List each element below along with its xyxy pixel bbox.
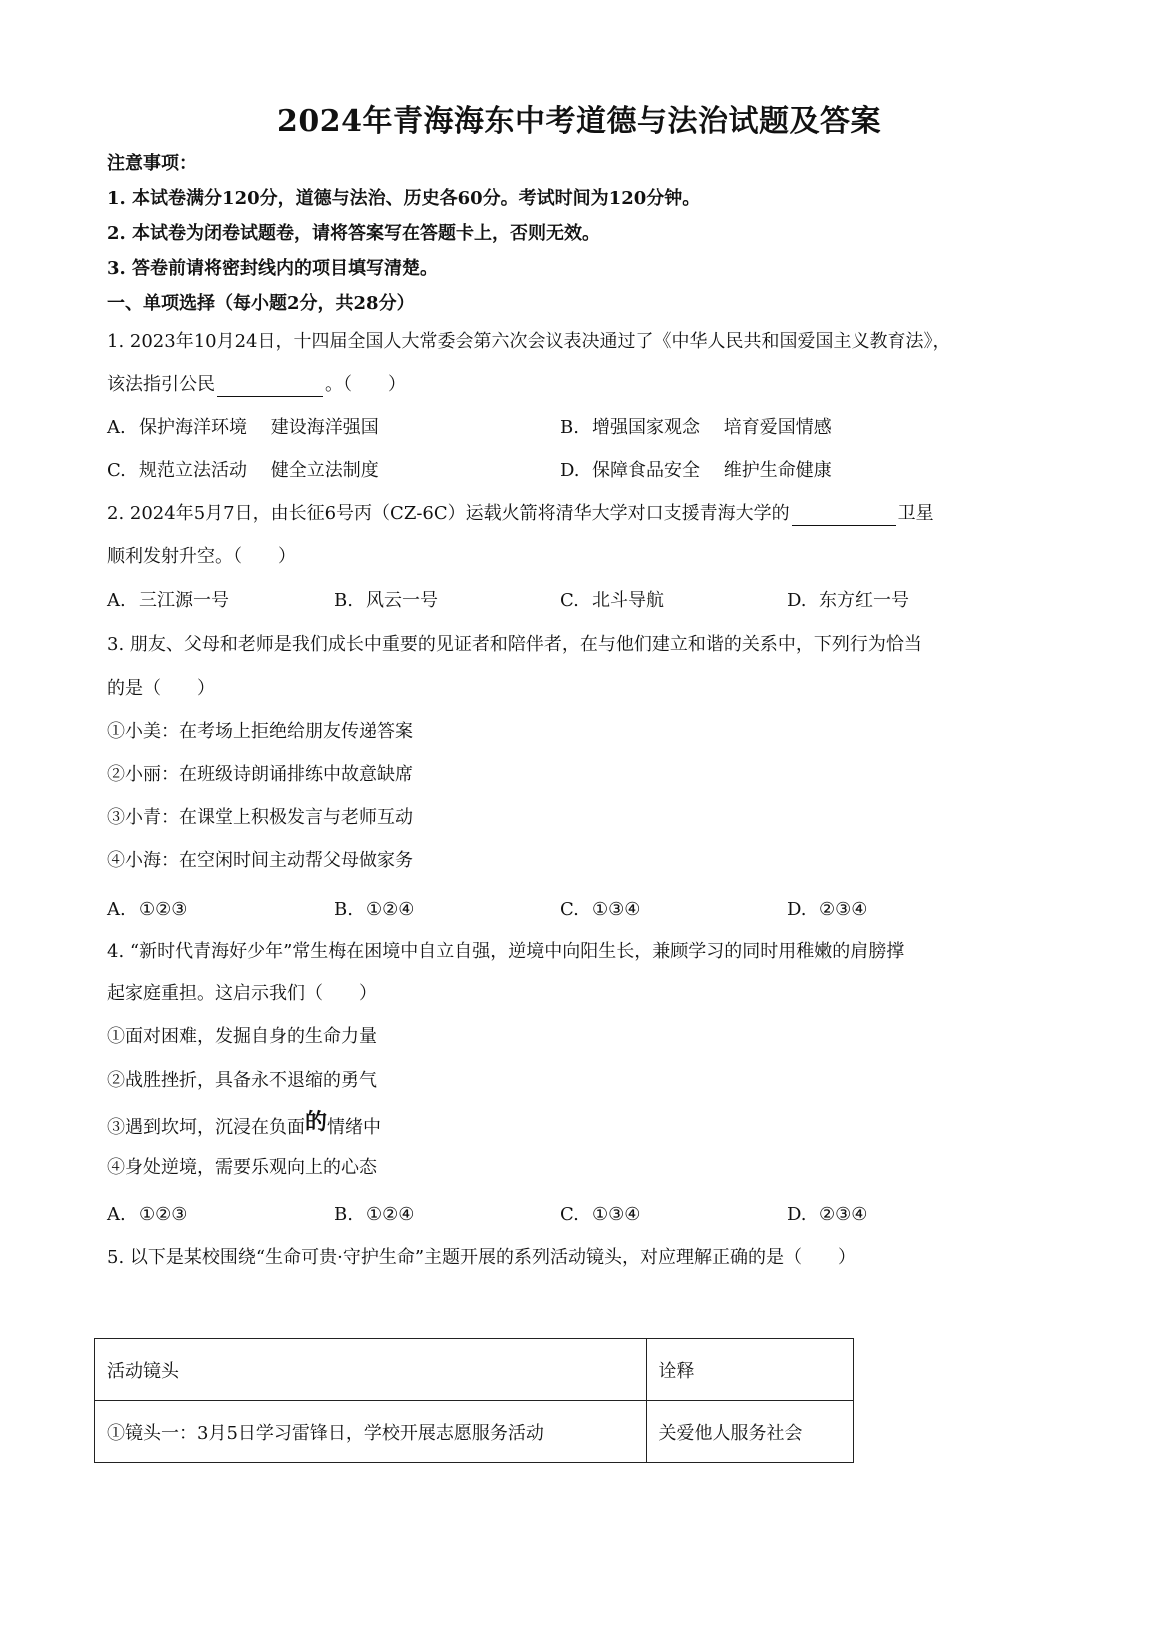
- notice-heading: 注意事项：: [107, 153, 197, 174]
- question-1-options-row: [107, 459, 1047, 483]
- section-heading: 一、单项选择（每小题2分，共28分）: [107, 293, 415, 314]
- option-d[interactable]: D. 保障食品安全 维护生命健康: [560, 460, 832, 481]
- question-4-statement: ④身处逆境，需要乐观向上的心态: [107, 1157, 377, 1178]
- question-3-statement: ②小丽：在班级诗朗诵排练中故意缺席: [107, 764, 413, 785]
- question-1-text-cont: [107, 373, 406, 397]
- option-d[interactable]: D. ②③④: [787, 1204, 868, 1225]
- notice-item: 2. 本试卷为闭卷试题卷，请将答案写在答题卡上，否则无效。: [107, 223, 601, 244]
- option-b[interactable]: B. ①②④: [334, 899, 415, 920]
- option-a[interactable]: A. ①②③: [107, 1204, 188, 1225]
- option-a[interactable]: A. 三江源一号: [107, 590, 229, 611]
- question-1-suffix: 。（ ）: [325, 374, 406, 395]
- table-cell: ①镜头一：3月5日学习雷锋日，学校开展志愿服务活动: [95, 1401, 647, 1463]
- question-3-statement: ④小海：在空闲时间主动帮父母做家务: [107, 850, 413, 871]
- question-2-text-cont: 顺利发射升空。（ ）: [107, 546, 296, 567]
- question-4-text: 4. “新时代青海好少年”常生梅在困境中自立自强，逆境中向阳生长，兼顾学习的同时用稚嫩的肩膀撑: [107, 941, 905, 962]
- answer-blank: [792, 505, 896, 526]
- question-4-statement: ②战胜挫折，具备永不退缩的勇气: [107, 1070, 377, 1091]
- option-a[interactable]: A. 保护海洋环境 建设海洋强国: [107, 417, 379, 438]
- table-cell: 关爱他人服务社会: [646, 1401, 853, 1463]
- option-c[interactable]: C. 北斗导航: [560, 590, 664, 611]
- question-3-text: 3. 朋友、父母和老师是我们成长中重要的见证者和陪伴者，在与他们建立和谐的关系中，下列行为恰当: [107, 634, 922, 655]
- question-5-text: 5. 以下是某校围绕“生命可贵·守护生命”主题开展的系列活动镜头，对应理解正确的是（ ）: [107, 1247, 857, 1268]
- activity-table: [94, 1338, 854, 1463]
- option-d[interactable]: D. ②③④: [787, 899, 868, 920]
- notice-item: 1. 本试卷满分120分，道德与法治、历史各60分。考试时间为120分钟。: [107, 188, 701, 209]
- question-4-options-row: [107, 1203, 1047, 1227]
- option-c[interactable]: C. 规范立法活动 健全立法制度: [107, 460, 379, 481]
- question-1-options-row: [107, 416, 1047, 440]
- option-b[interactable]: B. 风云一号: [334, 590, 438, 611]
- question-1-prefix: 该法指引公民: [107, 374, 215, 395]
- question-3-text-cont: 的是（ ）: [107, 678, 215, 699]
- option-c[interactable]: C. ①③④: [560, 1204, 641, 1225]
- table-row: [95, 1401, 854, 1463]
- question-4-statement: ③遇到坎坷，沉浸在负面的情绪中: [107, 1109, 382, 1138]
- table-header-row: [95, 1339, 854, 1401]
- question-3-statement: ③小青：在课堂上积极发言与老师互动: [107, 807, 413, 828]
- option-b[interactable]: B. 增强国家观念 培育爱国情感: [560, 417, 832, 438]
- question-1-text: 1. 2023年10月24日，十四届全国人大常委会第六次会议表决通过了《中华人民共和国爱国主义教育法》，: [107, 331, 951, 352]
- question-3-options-row: [107, 898, 1047, 922]
- option-b[interactable]: B. ①②④: [334, 1204, 415, 1225]
- answer-blank: [217, 376, 323, 397]
- question-4-text-cont: 起家庭重担。这启示我们（ ）: [107, 983, 377, 1004]
- question-2-text: 2. 2024年5月7日，由长征6号丙（CZ-6C）运载火箭将清华大学对口支援青海大学的 卫星: [107, 503, 934, 524]
- option-d[interactable]: D. 东方红一号: [787, 590, 909, 611]
- question-2-options-row: [107, 589, 1047, 613]
- option-c[interactable]: C. ①③④: [560, 899, 641, 920]
- notice-item: 3. 答卷前请将密封线内的项目填写清楚。: [107, 258, 439, 279]
- table-header: 活动镜头: [95, 1339, 647, 1401]
- question-4-statement: ①面对困难，发掘自身的生命力量: [107, 1026, 377, 1047]
- question-3-statement: ①小美：在考场上拒绝给朋友传递答案: [107, 721, 413, 742]
- table-header: 诠释: [646, 1339, 853, 1401]
- page-title: 2024年青海海东中考道德与法治试题及答案: [277, 104, 881, 139]
- option-a[interactable]: A. ①②③: [107, 899, 188, 920]
